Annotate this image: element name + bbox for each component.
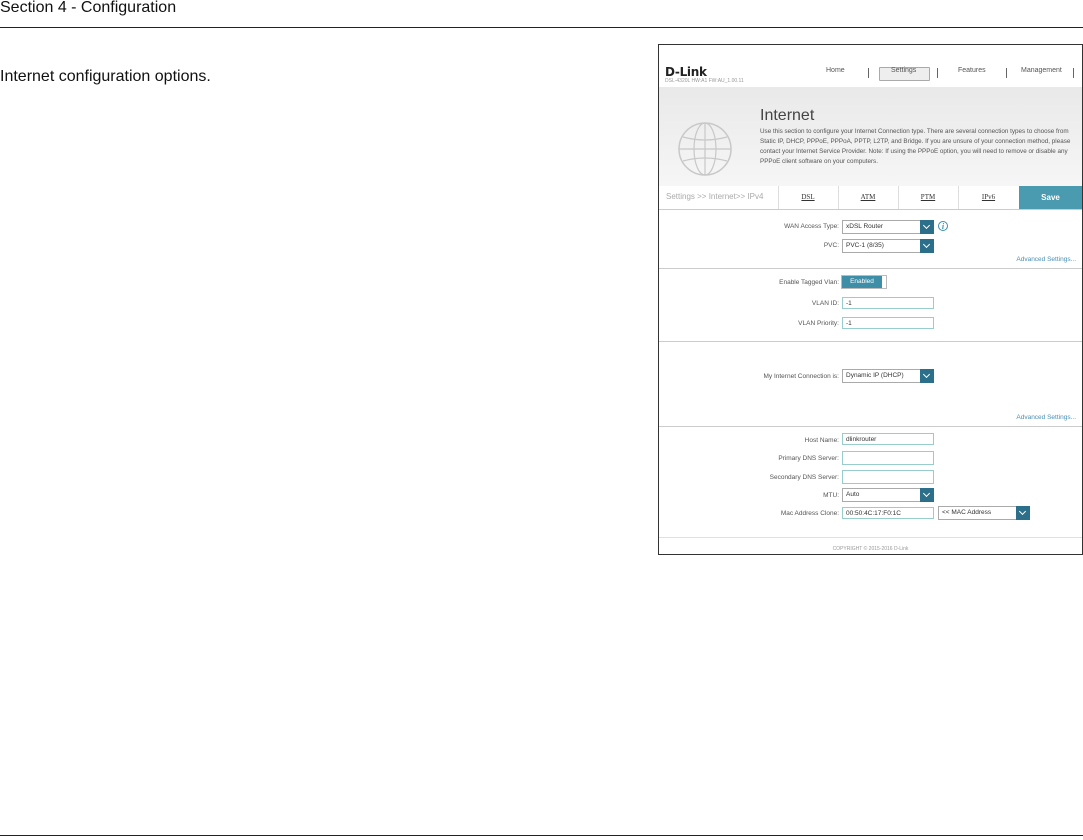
chevron-down-icon	[1016, 506, 1030, 520]
internet-connection-value: Dynamic IP (DHCP)	[846, 372, 904, 379]
wan-access-type-value: xDSL Router	[846, 223, 883, 230]
tab-dsl[interactable]: DSL	[801, 193, 815, 201]
enable-tagged-vlan-label: Enable Tagged Vlan:	[779, 279, 839, 286]
intro-text: Internet configuration options.	[0, 68, 211, 85]
tab-ptm[interactable]: PTM	[920, 193, 936, 201]
section-header: Section 4 - Configuration	[0, 0, 177, 16]
advanced-settings-link[interactable]: Advanced Settings...	[1016, 256, 1076, 263]
breadcrumb: Settings >> Internet>> IPv4	[666, 192, 764, 201]
internet-connection-label: My Internet Connection is:	[763, 373, 839, 380]
pvc-label: PVC:	[823, 242, 839, 249]
copyright: COPYRIGHT © 2015-2016 D-Link	[832, 546, 909, 552]
nav-features[interactable]: Features	[958, 67, 986, 74]
section-divider	[659, 426, 1082, 427]
vlan-id-input[interactable]: -1	[842, 297, 934, 309]
globe-icon	[677, 121, 733, 177]
pvc-select[interactable]	[842, 239, 934, 253]
toggle-state: Enabled	[842, 276, 882, 288]
nav-separator	[937, 68, 938, 78]
mtu-value: Auto	[846, 491, 860, 498]
page-description: Use this section to configure your Internet Connection type. There are several connection types to choose from Static IP, DHCP, PPPoE, PPPoA, PPTP, L2TP, and Bridge. If you are unsure of your connection method, please contact your Internet Service Provider. Note: If using the PPPoE option, you will need to remove or disable any PPPoE client software on your computers.	[760, 128, 1071, 165]
router-topbar	[659, 45, 1082, 87]
secondary-dns-label: Secondary DNS Server:	[769, 474, 839, 481]
vlan-priority-input[interactable]: -1	[842, 317, 934, 329]
dlink-logo: D-Link	[665, 65, 707, 79]
chevron-down-icon	[920, 239, 934, 253]
footer-rule	[0, 835, 1083, 836]
nav-separator	[1006, 68, 1007, 78]
wan-access-type-select[interactable]	[842, 220, 934, 234]
vlan-priority-label: VLAN Priority:	[798, 320, 839, 327]
section-divider	[659, 341, 1082, 342]
nav-management[interactable]: Management	[1021, 67, 1062, 74]
mac-address-select-value: << MAC Address	[942, 509, 992, 516]
mac-address-select[interactable]	[938, 506, 1030, 520]
mac-address-clone-label: Mac Address Clone:	[780, 510, 839, 517]
page-banner	[659, 87, 1082, 186]
chevron-down-icon	[920, 488, 934, 502]
secondary-dns-input[interactable]	[842, 470, 934, 484]
host-name-label: Host Name:	[804, 437, 839, 444]
tab-atm[interactable]: ATM	[860, 193, 876, 201]
primary-dns-input[interactable]	[842, 451, 934, 465]
wan-access-type-label: WAN Access Type:	[784, 223, 839, 230]
save-button[interactable]: Save	[1019, 186, 1082, 209]
vlan-id-label: VLAN ID:	[811, 300, 839, 307]
router-screenshot	[658, 44, 1083, 555]
primary-dns-label: Primary DNS Server:	[778, 455, 839, 462]
mtu-select[interactable]	[842, 488, 934, 502]
chevron-down-icon	[920, 220, 934, 234]
tagged-vlan-toggle[interactable]	[841, 275, 887, 289]
host-name-input[interactable]: dlinkrouter	[842, 433, 934, 445]
footer-divider	[659, 537, 1082, 538]
mac-address-input[interactable]: 00:50:4C:17:F0:1C	[842, 507, 934, 519]
advanced-settings-link[interactable]: Advanced Settings...	[1016, 414, 1076, 421]
info-icon[interactable]: i	[938, 221, 948, 231]
model-info: DSL-4320L HW:A1 FW:AU_1.00.11	[665, 78, 744, 84]
pvc-value: PVC-1 (8/35)	[846, 242, 884, 249]
tab-ipv6[interactable]: IPv6	[981, 193, 996, 201]
nav-separator	[1073, 68, 1074, 78]
page-title: Internet	[760, 107, 815, 124]
nav-settings[interactable]: Settings	[891, 67, 917, 74]
header-divider	[0, 27, 1083, 28]
mtu-label: MTU:	[823, 492, 839, 499]
internet-connection-select[interactable]	[842, 369, 934, 383]
chevron-down-icon	[920, 369, 934, 383]
nav-separator	[868, 68, 869, 78]
section-divider	[659, 268, 1082, 269]
nav-home[interactable]: Home	[826, 67, 845, 74]
